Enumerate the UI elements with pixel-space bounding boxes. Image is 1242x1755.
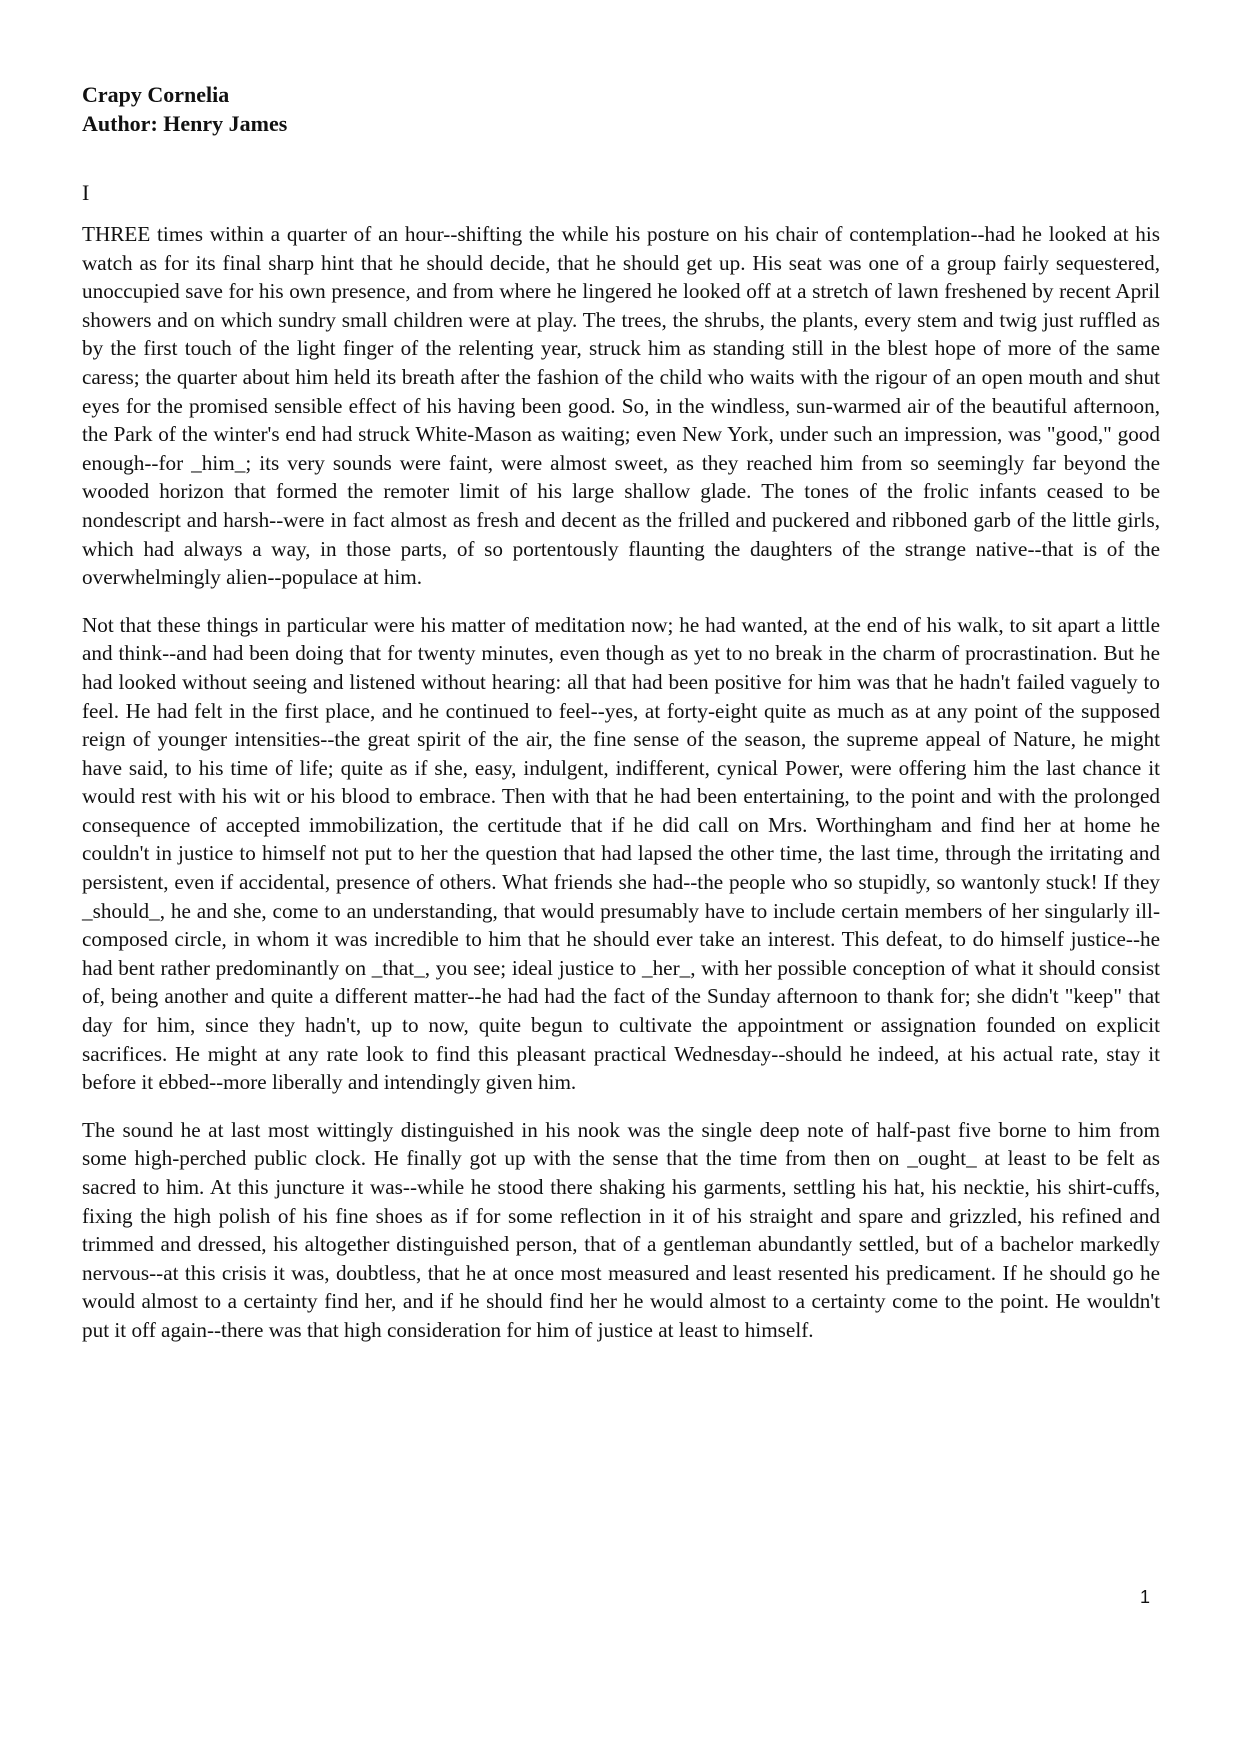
paragraph: Not that these things in particular were his matter of meditation now; he had wanted, at the end of his walk, to sit apart a little and think--and had been doing that for twenty minutes, even though as yet to no break in the charm of procrastination. But he had looked without seeing and listened without hearing: all that had been positive for him was that he hadn't failed vaguely to feel. He had felt in the first place, and he continued to feel--yes, at forty-eight quite as much as at any point of the supposed reign of younger intensities--the great spirit of the air, the fine sense of the season, the supreme appeal of Nature, he might have said, to his time of life; quite as if she, easy, indulgent, indifferent, cynical Power, were offering him the last chance it would rest with his wit or his blood to embrace. Then with that he had been entertaining, to the point and with the prolonged consequence of accepted immobilization, the certitude that if he did call on Mrs. Worthingham and find her at home he couldn't in justice to himself not put to her the question that had lapsed the other time, the last time, through the irritating and persistent, even if accidental, presence of others. What friends she had--the people who so stupidly, so wantonly stuck! If they _should_, he and she, come to an understanding, that would presumably have to include certain members of her singularly ill-composed circle, in whom it was incredible to him that he should ever take an interest. This defeat, to do himself justice--he had bent rather predominantly on _that_, you see; ideal justice to _her_, with her possible conception of what it should consist of, being another and quite a different matter--he had had the fact of the Sunday afternoon to thank for; she didn't "keep" that day for him, since they hadn't, up to now, quite begun to cultivate the appointment or assignation founded on explicit sacrifices. He might at any rate look to find this pleasant practical Wednesday--should he indeed, at his actual rate, stay it before it ebbed--more liberally and intendingly given him. (82, 612, 1160, 1095)
page-number: 1 (1140, 1587, 1151, 1607)
chapter-heading: I (82, 180, 90, 205)
book-author: Author: Henry James (82, 111, 288, 136)
paragraph: The sound he at last most wittingly distinguished in his nook was the single deep note of half-past five borne to him from some high-perched public clock. He finally got up with the sense that the time from then on _ought_ at least to be felt as sacred to him. At this juncture it was--while he stood there shaking his garments, settling his hat, his necktie, his shirt-cuffs, fixing the high polish of his fine shoes as if for some reflection in it of his straight and spare and grizzled, his refined and trimmed and dressed, his altogether distinguished person, that of a gentleman abundantly settled, but of a bachelor markedly nervous--at this crisis it was, doubtless, that he at once most measured and least resented his predicament. If he should go he would almost to a certainty find her, and if he should find her he would almost to a certainty come to the point. He wouldn't put it off again--there was that high consideration for him of justice at least to himself. (82, 1117, 1160, 1342)
paragraph: THREE times within a quarter of an hour--shifting the while his posture on his chair of contemplation--had he looked at his watch as for its final sharp hint that he should decide, that he should get up. His seat was one of a group fairly sequestered, unoccupied save for his own presence, and from where he lingered he looked off at a stretch of lawn freshened by recent April showers and on which sundry small children were at play. The trees, the shrubs, the plants, every stem and twig just ruffled as by the first touch of the light finger of the relenting year, struck him as standing still in the blest hope of more of the same caress; the quarter about him held its breath after the fashion of the child who waits with the rigour of an open mouth and shut eyes for the promised sensible effect of his having been good. So, in the windless, sun-warmed air of the beautiful afternoon, the Park of the winter's end had struck White-Mason as waiting; even New York, under such an impression, was "good," good enough--for _him_; its very sounds were faint, were almost sweet, as they reached him from so seemingly far beyond the wooded horizon that formed the remoter limit of his large shallow glade. The tones of the frolic infants ceased to be nondescript and harsh--were in fact almost as fresh and decent as the frilled and puckered and ribboned garb of the little girls, which had always a way, in those parts, of so portentously flaunting the daughters of the strange native--that is of the overwhelmingly alien--populace at him. (82, 222, 1160, 590)
document-page (82, 80, 1160, 1364)
book-title: Crapy Cornelia (82, 82, 230, 107)
